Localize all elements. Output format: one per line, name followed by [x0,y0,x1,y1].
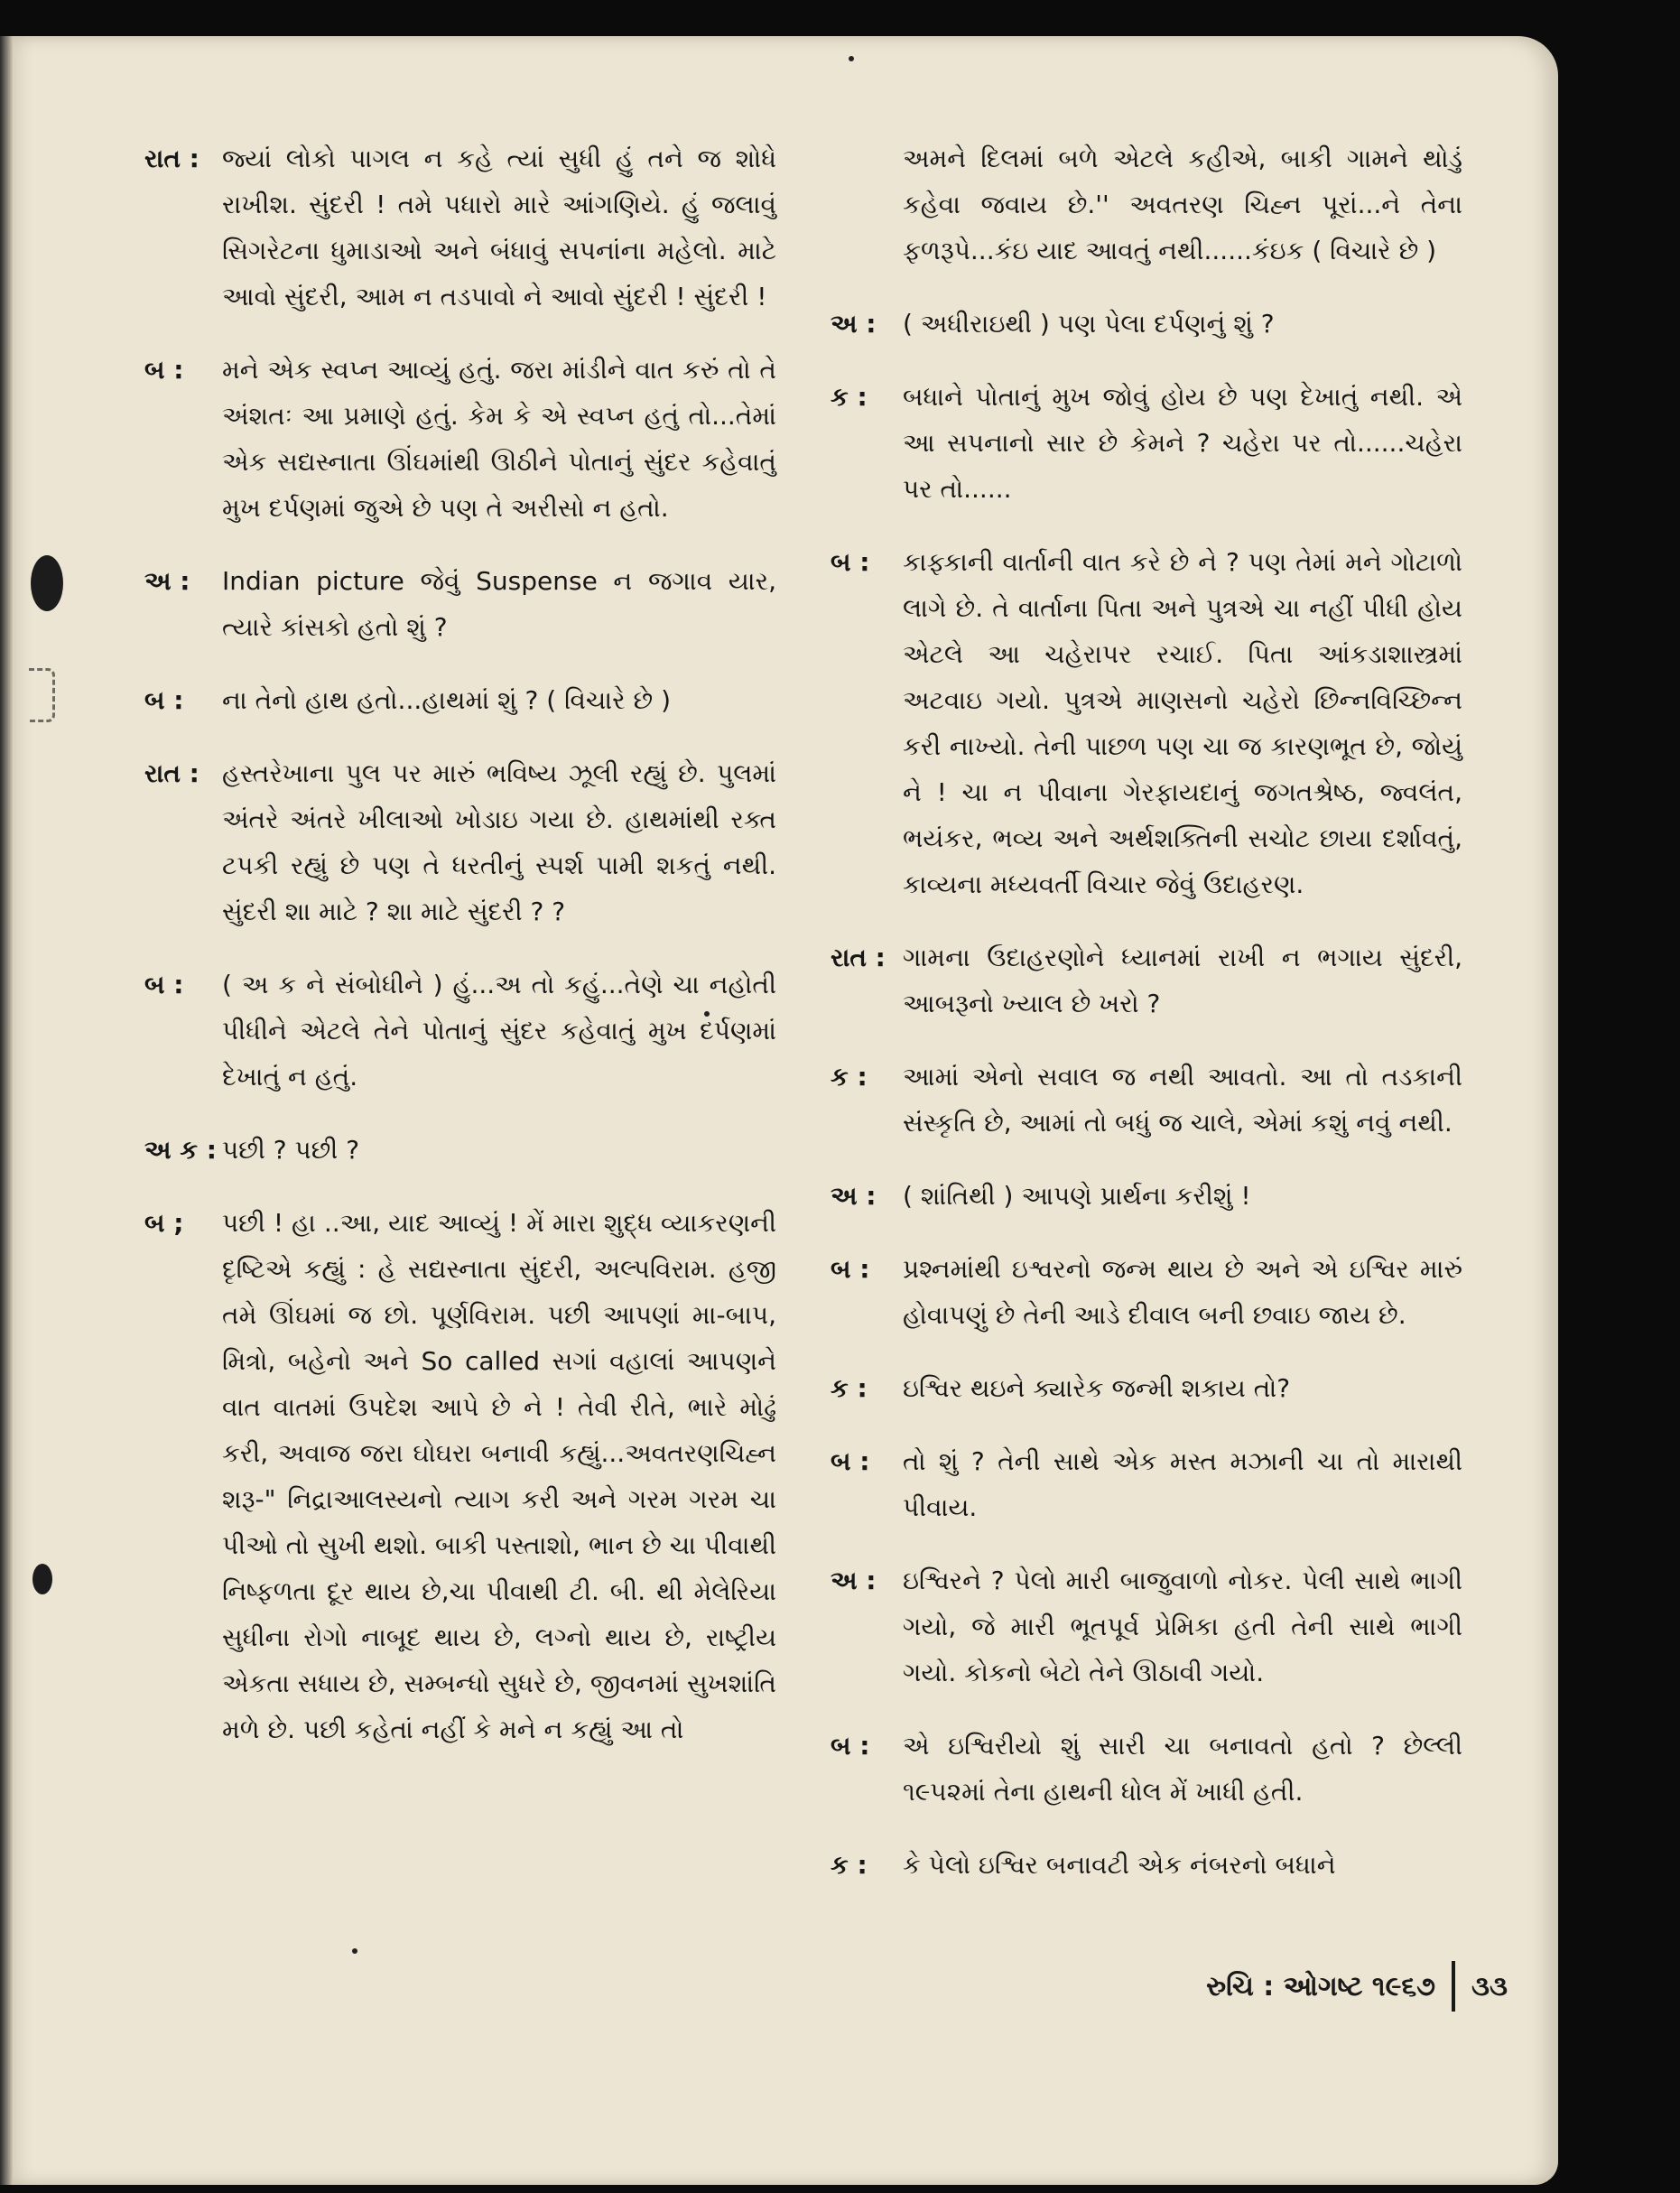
speaker-label: રાત : [144,758,200,788]
dialogue-text: ઇશ્વિર થઇને ક્યારેક જન્મી શકાય તો? [903,1373,1291,1403]
dialogue-entry [144,962,776,1100]
speaker-label: ક : [831,1850,868,1880]
speaker-label: બ : [831,547,870,577]
speaker-label: અ : [831,1566,877,1595]
speaker-label: અ ક : [144,1135,218,1165]
dialogue-entry [831,374,1462,512]
binding-mark [29,668,55,722]
ink-dot [352,1948,357,1954]
dialogue-entry [831,1842,1462,1888]
dialogue-entry [831,1557,1462,1696]
dialogue-entry [144,1127,776,1173]
dialogue-text: જ્યાં લોકો પાગલ ન કહે ત્યાં સુધી હું તને જ શોધે રાખીશ. સુંદરી ! તમે પધારો મારે આંગણિયે. હું જલાવું સિગરેટના ધુમાડાઓ અને બંધાવું સપનાંના મહેલો. માટે આવો સુંદરી, આમ ન તડપાવો ને આવો સુંદરી ! સુંદરી ! [222,144,776,311]
dialogue-text: એ ઇશ્વિરીયો શું સારી ચા બનાવતો હતો ? છેલ્લી ૧૯૫૨માં તેના હાથની ધોલ મેં ખાધી હતી. [903,1731,1462,1807]
speaker-label: રાત : [831,943,886,972]
dialogue-text: તો શું ? તેની સાથે એક મસ્ત મઝાની ચા તો મારાથી પીવાય. [903,1446,1462,1522]
dialogue-entry [831,934,1462,1027]
dialogue-text: પછી ? પછી ? [222,1135,360,1165]
dialogue-text: ( શાંતિથી ) આપણે પ્રાર્થના કરીશું ! [903,1181,1251,1211]
page-number: ૩૩ [1471,1970,1508,2003]
magazine-issue: રુચિ : ઓગષ્ટ ૧૯૬૭ [1206,1970,1436,2003]
dialogue-text: કાફ્કાની વાર્તાની વાત કરે છે ને ? પણ તેમાં મને ગોટાળો લાગે છે. તે વાર્તાના પિતા અને પુત્રએ ચા નહીં પીધી હોય એટલે આ ચહેરાપર રચાઈ. પિતા આંકડાશાસ્ત્રમાં અટવાઇ ગયો. પુત્રએ માણસનો ચહેરો છિન્નવિચ્છિન્ન કરી નાખ્યો. તેની પાછળ પણ ચા જ કારણભૂત છે, જોયું ને ! ચા ન પીવાના ગેરફાયદાનું જગતશ્રેષ્ઠ, જ્વલંત, ભયંકર, ભવ્ય અને અર્થશક્તિની સચોટ છાયા દર્શાવતું, કાવ્યના મધ્યવર્તી વિચાર જેવું ઉદાહરણ. [903,547,1462,899]
page-spine [0,36,13,2185]
speaker-label: બ : [144,685,184,715]
dialogue-text: બધાને પોતાનું મુખ જોવું હોય છે પણ દેખાતું નથી. એ આ સપનાનો સાર છે કેમને ? ચહેરા પર તો......ચહેરા પર તો...... [903,382,1462,504]
dialogue-entry [144,135,776,320]
dialogue-text: ગામના ઉદાહરણોને ધ્યાનમાં રાખી ન ભગાય સુંદરી, આબરૂનો ખ્યાલ છે ખરો ? [903,943,1462,1018]
right-column [831,135,1462,1915]
dialogue-entry [831,1054,1462,1146]
speaker-label: બ : [831,1731,870,1761]
dialogue-entry [144,750,776,934]
dialogue-text: ઇશ્વિરને ? પેલો મારી બાજુવાળો નોકર. પેલી સાથે ભાગી ગયો, જે મારી ભૂતપૂર્વ પ્રેમિકા હતી તેની સાથે ભાગી ગયો. કોકનો બેટો તેને ઊઠાવી ગયો. [903,1566,1462,1687]
footer-divider [1452,1961,1455,2012]
dialogue-entry [831,1246,1462,1338]
dialogue-text: ( અધીરાઇથી ) પણ પેલા દર્પણનું શું ? [903,309,1275,339]
speaker-label: બ : [831,1446,870,1476]
dialogue-entry [144,347,776,531]
speaker-label: અ : [831,1181,877,1211]
right-entries [831,301,1462,1888]
ink-smudge [31,555,63,611]
speaker-label: બ : [144,970,184,999]
dialogue-text: ના તેનો હાથ હતો...હાથમાં શું ? ( વિચારે છે ) [222,685,671,715]
dialogue-text: આમાં એનો સવાલ જ નથી આવતો. આ તો તડકાની સંસ્કૃતિ છે, આમાં તો બધું જ ચાલે, એમાં કશું નવું નથી. [903,1062,1462,1138]
dialogue-text: ( અ ક ને સંબોધીને ) હું...અ તો કહું...તેણે ચા નહોતી પીધીને એટલે તેને પોતાનું સુંદર કહેવાતું મુખ દર્પણમાં દેખાતું ન હતું. [222,970,776,1092]
speaker-label: ક : [831,1373,868,1403]
speaker-label: અ : [831,309,877,339]
left-column [144,135,776,1779]
speaker-label: ક : [831,382,868,412]
continued-paragraph: અમને દિલમાં બળે એટલે કહીએ, બાકી ગામને થોડું કહેવા જવાય છે.'' અવતરણ ચિહ્ન પૂરાં...ને તેના ફળરૂપે...કંઇ યાદ આવતું નથી......કંઇક ( વિચારે છે ) [903,144,1462,265]
dialogue-text: હસ્તરેખાના પુલ પર મારું ભવિષ્ય ઝૂલી રહ્યું છે. પુલમાં અંતરે અંતરે ખીલાઓ ખોડાઇ ગયા છે. હાથમાંથી રક્ત ટપકી રહ્યું છે પણ તે ધરતીનું સ્પર્શ પામી શકતું નથી. સુંદરી શા માટે ? શા માટે સુંદરી ? ? [222,758,776,926]
dialogue-text: મને એક સ્વપ્ન આવ્યું હતું. જરા માંડીને વાત કરું તો તે અંશતઃ આ પ્રમાણે હતું. કેમ કે એ સ્વપ્ન હતું તો...તેમાં એક સદ્યસ્નાતા ઊંઘમાંથી ઊઠીને પોતાનું સુંદર કહેવાતું મુખ દર્પણમાં જુએ છે પણ તે અરીસો ન હતો. [222,355,776,523]
dialogue-entry [144,1200,776,1752]
page-footer [1128,1961,1508,2012]
speaker-label: બ : [144,355,184,385]
dialogue-entry [831,1723,1462,1815]
speaker-label: બ : [831,1254,870,1284]
dialogue-entry [144,677,776,723]
speaker-label: અ : [144,566,190,596]
dialogue-entry [831,1173,1462,1219]
dialogue-entry [831,1438,1462,1530]
dialogue-entry [144,558,776,650]
dialogue-text: કે પેલો ઇશ્વિર બનાવટી એક નંબરનો બધાને [903,1850,1336,1880]
ink-dot [849,56,854,61]
speaker-label: રાત : [144,144,200,173]
dialogue-text: Indian picture જેવું Suspense ન જગાવ યાર, ત્યારે કાંસકો હતો શું ? [222,566,776,642]
dialogue-text: પછી ! હા ..આ, યાદ આવ્યું ! મેં મારા શુદ્ધ વ્યાકરણની દૃષ્ટિએ કહ્યું : હે સદ્યસ્નાતા સુંદરી, અલ્પવિરામ. હજી તમે ઊંઘમાં જ છો. પૂર્ણવિરામ. પછી આપણાં મા-બાપ, મિત્રો, બહેનો અને So called સગાં વહાલાં આપણને વાત વાતમાં ઉપદેશ આપે છે ને ! તેવી રીતે, ભારે મોઢું કરી, અવાજ જરા ઘોઘરા બનાવી કહ્યું...અવતરણચિહ્ન શરૂ-" નિદ્રાઆલસ્યનો ત્યાગ કરી અને ગરમ ગરમ ચા પીઓ તો સુખી થશો. બાકી પસ્તાશો, ભાન છે ચા પીવાથી નિષ્ફળતા દૂર થાય છે,ચા પીવાથી ટી. બી. થી મેલેરિયા સુધીના રોગો નાબૂદ થાય છે, લગ્નો થાય છે, રાષ્ટ્રીય એકતા સધાય છે, સમ્બન્ધો સુધરે છે, જીવનમાં સુખશાંતિ મળે છે. પછી કહેતાં નહીં કે મને ન કહ્યું આ તો [222,1208,776,1744]
speaker-label: ક : [831,1062,868,1092]
dialogue-entry [831,1365,1462,1411]
dialogue-entry [831,301,1462,347]
speaker-label: બ ; [144,1208,184,1238]
ink-smudge [32,1564,52,1594]
dialogue-text: પ્રશ્નમાંથી ઇશ્વરનો જન્મ થાય છે અને એ ઇશ્વિર મારું હોવાપણું છે તેની આડે દીવાલ બની છવાઇ જાય છે. [903,1254,1462,1330]
dialogue-entry [831,539,1462,907]
